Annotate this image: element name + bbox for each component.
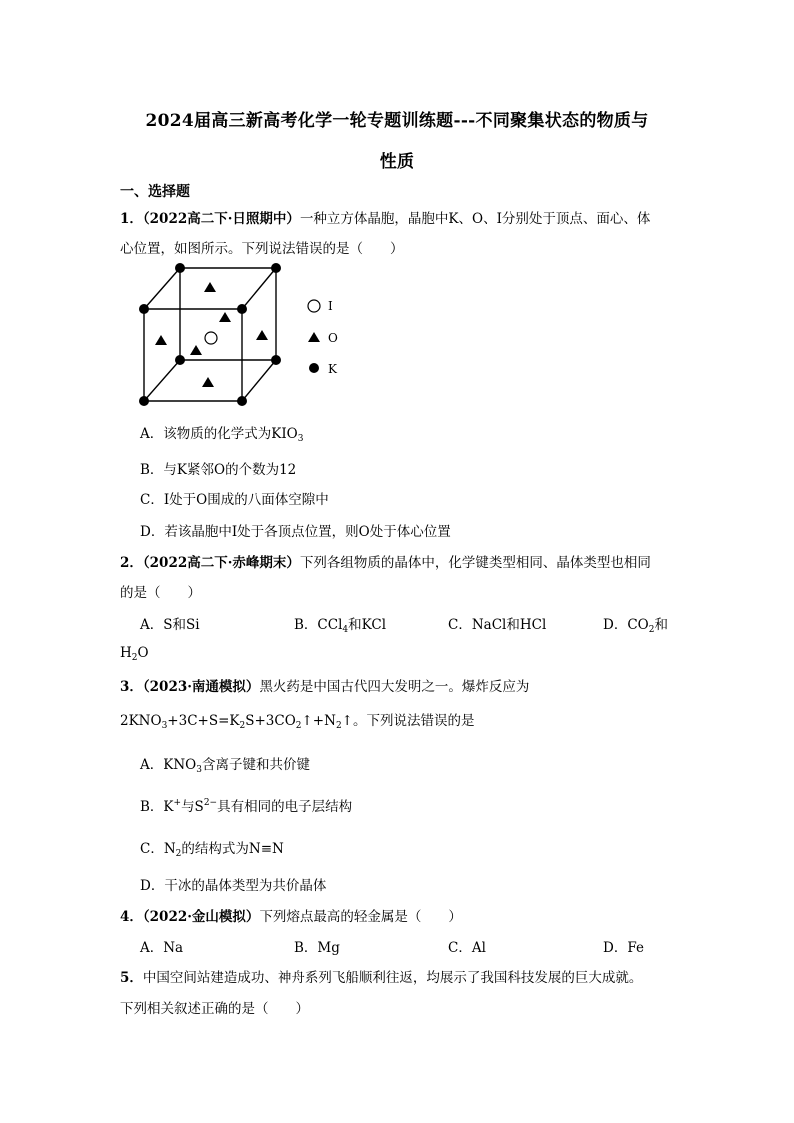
- crystal-cell-figure: [130, 258, 350, 406]
- section-heading: 一、选择题: [120, 184, 190, 200]
- q2-option-d-sub: 2: [648, 625, 655, 635]
- q2-option-c: C．NaCl和HCl: [448, 617, 547, 633]
- q4-number: 4．: [120, 909, 143, 925]
- q4-option-a: A．Na: [140, 940, 184, 956]
- q3-option-c-post: 的结构式为N≡N: [181, 841, 284, 857]
- eq-part-e: ↑。下列说法错误的是: [341, 713, 475, 729]
- q2-text1: 下列各组物质的晶体中，化学键类型相同、晶体类型也相同: [299, 555, 651, 571]
- q2-option-b-sub: 4: [342, 625, 349, 635]
- edge: [144, 268, 180, 309]
- edge: [242, 360, 276, 401]
- eq-sub-b: 2: [239, 721, 246, 731]
- k-atom: [175, 263, 185, 273]
- q4-text1: 下列熔点最高的轻金属是（ ）: [259, 909, 462, 925]
- k-atom: [237, 304, 247, 314]
- q2-source: （2022高二下·赤峰期末）: [142, 555, 300, 571]
- eq-part-a: 2KNO: [120, 713, 162, 729]
- q5-number: 5．: [120, 970, 143, 986]
- edge: [242, 268, 276, 309]
- q2-cont-pre: H: [120, 645, 132, 661]
- q1-option-a-sub: 3: [297, 434, 304, 444]
- q3-option-d: D．干冰的晶体类型为共价晶体: [140, 878, 327, 894]
- q2-line1: [120, 551, 651, 571]
- q2-option-b-text: B．CCl: [294, 617, 343, 633]
- edge: [144, 360, 180, 401]
- q3-option-b-mid: 与S: [181, 799, 204, 815]
- q1-source: （2022高二下·日照期中）: [142, 211, 300, 227]
- q1-option-a: [140, 422, 303, 444]
- q2-option-a: A．S和Si: [140, 617, 200, 633]
- q2-option-b: [294, 613, 386, 635]
- eq-sub-a: 3: [161, 721, 168, 731]
- eq-part-b: +3C+S=K: [167, 713, 240, 729]
- q3-option-a-sub: 3: [196, 765, 202, 775]
- q3-option-c-text: C．N: [140, 841, 176, 857]
- o-atom: [204, 282, 216, 292]
- q3-option-c-sub: 2: [175, 849, 182, 859]
- legend-o-icon: [308, 332, 320, 342]
- legend-i-label: I: [328, 299, 333, 313]
- q3-source: （2023·南通模拟）: [142, 679, 260, 695]
- q3-option-b-sup: +: [173, 798, 182, 808]
- q2-text2: 的是（ ）: [120, 585, 201, 601]
- q4-source: （2022·金山模拟）: [142, 909, 260, 925]
- q1-option-d: D．若该晶胞中I处于各顶点位置，则O处于体心位置: [140, 524, 451, 540]
- q3-option-a-post: 含离子键和共价键: [201, 757, 310, 773]
- q4-option-d: D．Fe: [603, 940, 644, 956]
- q5-text2: 下列相关叙述正确的是（ ）: [120, 1001, 309, 1017]
- q3-line1: [120, 675, 529, 695]
- o-atom: [202, 377, 214, 387]
- q3-text1: 黑火药是中国古代四大发明之一。爆炸反应为: [259, 679, 530, 695]
- q3-option-a-text: A．KNO: [140, 757, 197, 773]
- q1-text1: 一种立方体晶胞，晶胞中K、O、I分别处于顶点、面心、体: [299, 211, 651, 227]
- q3-number: 3．: [120, 679, 143, 695]
- o-atom: [219, 312, 231, 322]
- i-atom: [205, 332, 217, 344]
- o-atom: [256, 330, 268, 340]
- eq-part-c: S+3CO: [245, 713, 296, 729]
- q2-cont-sub: 2: [131, 653, 138, 663]
- legend-i-icon: [308, 300, 320, 312]
- k-atom: [139, 396, 149, 406]
- q1-option-b: B．与K紧邻O的个数为12: [140, 462, 297, 478]
- q2-option-d: [603, 613, 668, 635]
- q3-option-b-sup2: 2−: [203, 798, 218, 808]
- q1-option-a-text: A．该物质的化学式为KIO: [140, 426, 298, 442]
- k-atom: [139, 304, 149, 314]
- q3-option-b-post: 具有相同的电子层结构: [217, 799, 353, 815]
- q2-option-d-continued: [120, 645, 149, 663]
- q1-line1: [120, 207, 650, 227]
- q5-text1: 中国空间站建造成功、神舟系列飞船顺利往返，均展示了我国科技发展的巨大成就。: [142, 970, 643, 986]
- k-atom: [175, 355, 185, 365]
- q3-option-b: [140, 795, 352, 815]
- q2-option-d-text: D．CO: [603, 617, 649, 633]
- eq-sub-c: 2: [295, 721, 302, 731]
- q3-equation-line: [120, 709, 474, 731]
- o-atom: [190, 345, 202, 355]
- q3-option-b-text: B．K: [140, 799, 174, 815]
- eq-sub-d: 2: [335, 721, 342, 731]
- q2-option-d-post: 和: [654, 617, 668, 633]
- k-atom: [271, 355, 281, 365]
- legend-k-icon: [309, 363, 319, 373]
- q2-option-b-post: 和KCl: [348, 617, 387, 633]
- doc-title-line2: 性质: [379, 152, 415, 172]
- doc-title-line1: 2024届高三新高考化学一轮专题训练题---不同聚集状态的物质与: [145, 111, 649, 131]
- legend-k-label: K: [328, 362, 337, 376]
- q4-option-c: C．Al: [448, 940, 486, 956]
- q3-option-c: [140, 837, 284, 859]
- q1-option-c: C．I处于O围成的八面体空隙中: [140, 492, 329, 508]
- eq-part-d: ↑+N: [301, 713, 336, 729]
- q1-number: 1．: [120, 211, 143, 227]
- q2-cont-post: O: [137, 645, 149, 661]
- q2-number: 2．: [120, 555, 143, 571]
- k-atom: [237, 396, 247, 406]
- q4-line1: [120, 905, 462, 925]
- o-atom: [155, 335, 167, 345]
- legend-o-label: O: [328, 331, 338, 345]
- q5-line1: [120, 966, 642, 986]
- k-atom: [271, 263, 281, 273]
- q3-option-a: [140, 753, 310, 775]
- q4-option-b: B．Mg: [294, 940, 340, 956]
- q1-text2: 心位置，如图所示。下列说法错误的是（ ）: [120, 241, 404, 257]
